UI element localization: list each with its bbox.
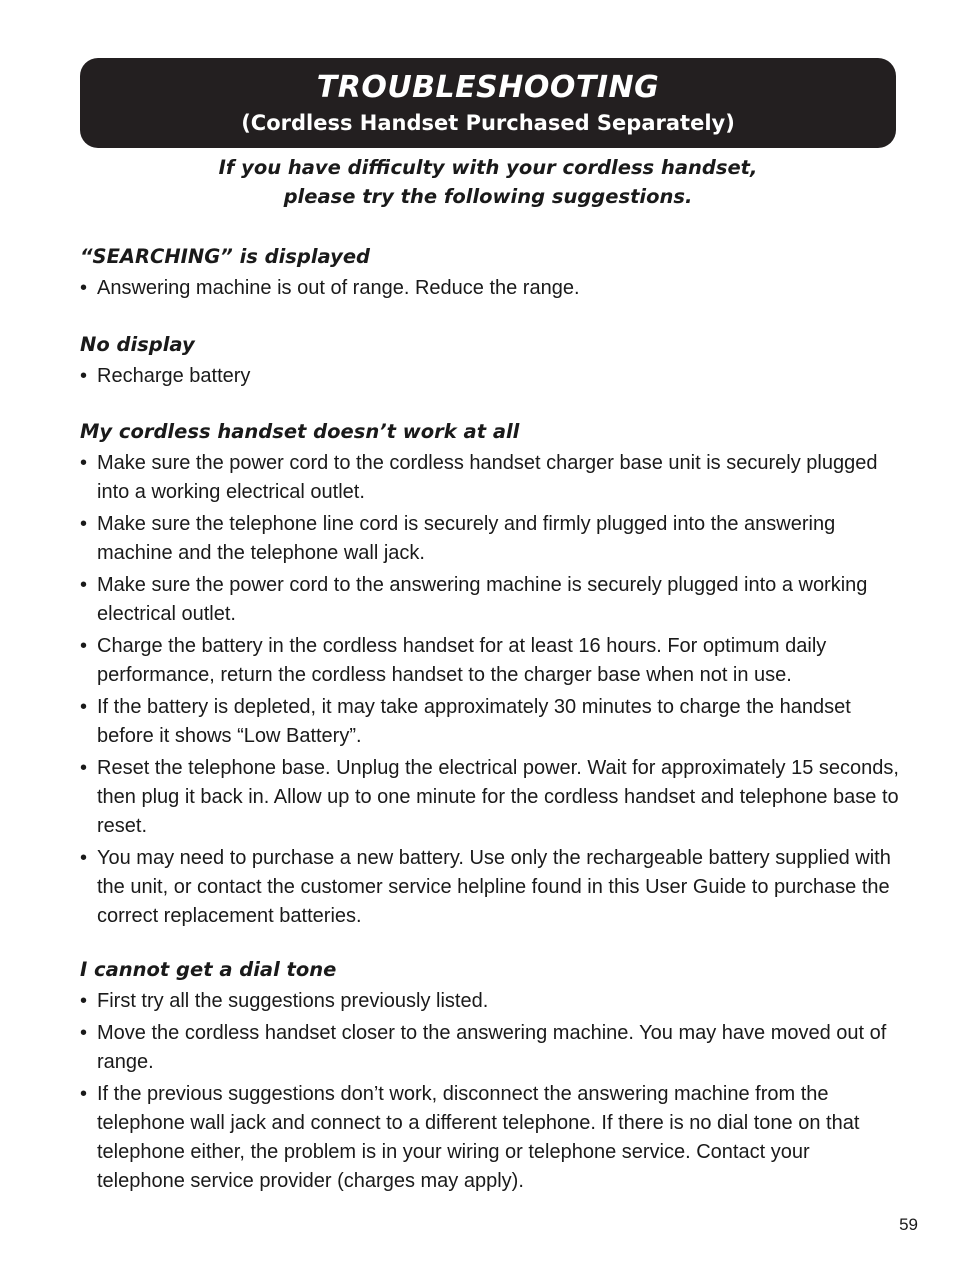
list-item: • Make sure the telephone line cord is securely and firmly plugged into the answering machine and the telephone wall jack. bbox=[80, 510, 900, 568]
bullet-list bbox=[80, 987, 900, 1196]
section-no-dial-tone bbox=[80, 957, 900, 1199]
section-heading: I cannot get a dial tone bbox=[80, 958, 337, 981]
title-banner bbox=[80, 58, 896, 148]
bullet-list bbox=[80, 362, 900, 391]
page-number: 59 bbox=[899, 1215, 918, 1234]
list-item: • You may need to purchase a new battery. Use only the rechargeable battery supplied with the unit, or contact the customer service helpline found in this User Guide to purchase the correct replacement batteries. bbox=[80, 844, 900, 930]
list-item: • Answering machine is out of range. Reduce the range. bbox=[80, 274, 900, 303]
intro-text bbox=[80, 154, 896, 211]
section-heading: “SEARCHING” is displayed bbox=[80, 245, 371, 268]
list-item: • Reset the telephone base. Unplug the electrical power. Wait for approximately 15 seconds, then plug it back in. Allow up to one minute for the cordless handset and telephone base to reset. bbox=[80, 754, 900, 840]
section-heading: No display bbox=[80, 333, 195, 356]
bullet-list bbox=[80, 274, 900, 303]
section-no-display bbox=[80, 332, 900, 394]
list-item: • If the previous suggestions don’t work, disconnect the answering machine from the telephone wall jack and connect to a different telephone. If there is no dial tone on that telephone either, the problem is in your wiring or telephone service. Contact your telephone service provider (charges may apply). bbox=[80, 1080, 900, 1195]
section-heading: My cordless handset doesn’t work at all bbox=[80, 420, 520, 443]
page-title: TROUBLESHOOTING bbox=[316, 70, 660, 105]
page-subtitle: (Cordless Handset Purchased Separately) bbox=[241, 111, 735, 135]
intro-line-2: please try the following suggestions. bbox=[283, 184, 693, 208]
intro-line-1: If you have difficulty with your cordless handset, bbox=[218, 156, 758, 179]
bullet-list bbox=[80, 449, 900, 931]
section-searching bbox=[80, 244, 900, 306]
list-item: • First try all the suggestions previously listed. bbox=[80, 987, 900, 1016]
list-item: • Charge the battery in the cordless handset for at least 16 hours. For optimum daily performance, return the cordless handset to the charger base when not in use. bbox=[80, 632, 900, 690]
list-item: • Recharge battery bbox=[80, 362, 900, 391]
list-item: • Move the cordless handset closer to the answering machine. You may have moved out of range. bbox=[80, 1019, 900, 1077]
list-item: • If the battery is depleted, it may take approximately 30 minutes to charge the handset before it shows “Low Battery”. bbox=[80, 693, 900, 751]
section-handset-not-working bbox=[80, 419, 900, 934]
list-item: • Make sure the power cord to the answering machine is securely plugged into a working electrical outlet. bbox=[80, 571, 900, 629]
list-item: • Make sure the power cord to the cordless handset charger base unit is securely plugged into a working electrical outlet. bbox=[80, 449, 900, 507]
